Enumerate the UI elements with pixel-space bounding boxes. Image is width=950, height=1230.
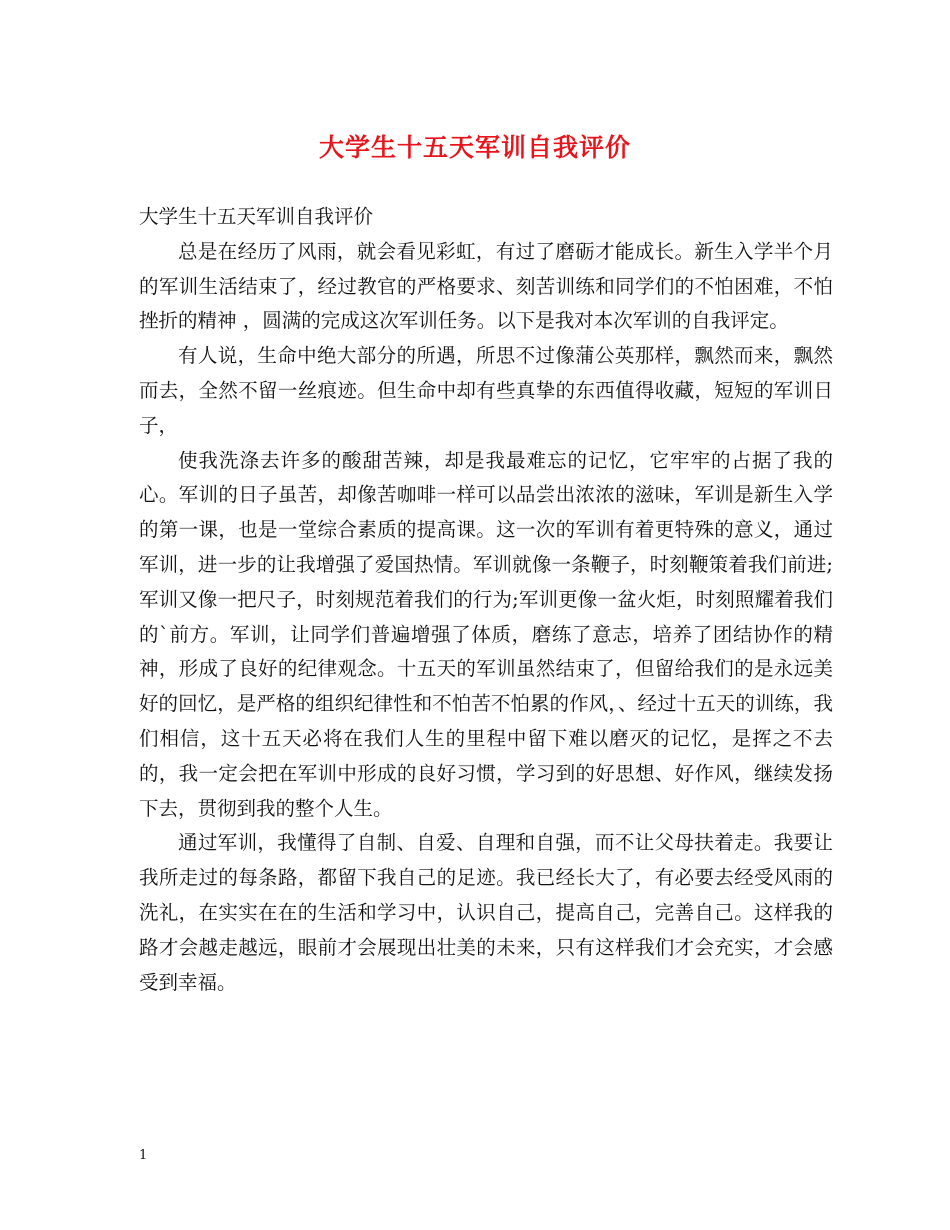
document-title: 大学生十五天军训自我评价 [318, 133, 631, 162]
document-body [139, 200, 833, 1000]
body-paragraph-2: 有人说，生命中绝大部分的所遇，所思不过像蒲公英那样，飘然而来，飘然而去，全然不留一丝痕迹。但生命中却有些真挚的东西值得收藏，短短的军训日子， [139, 344, 833, 437]
body-subtitle: 大学生十五天军训自我评价 [139, 205, 374, 228]
body-paragraph-1: 总是在经历了风雨，就会看见彩虹，有过了磨砺才能成长。新生入学半个月的军训生活结束了，经过教官的严格要求、刻苦训练和同学们的不怕困难，不怕挫折的精神 ，圆满的完成这次军训任务。以下是我对本次军训的自我评定。 [139, 239, 833, 333]
body-paragraph-3: 使我洗涤去许多的酸甜苦辣，却是我最难忘的记忆，它牢牢的占据了我的心。军训的日子虽苦，却像苦咖啡一样可以品尝出浓浓的滋味，军训是新生入学的第一课，也是一堂综合素质的提高课。这一次的军训有着更特殊的意义，通过军训，进一步的让我增强了爱国热情。军训就像一条鞭子，时刻鞭策着我们前进;军训又像一把尺子，时刻规范着我们的行为;军训更像一盆火炬，时刻照耀着我们的`前方。军训，让同学们普遍增强了体质，磨练了意志，培养了团结协作的精神，形成了良好的纪律观念。十五天的军训虽然结束了，但留给我们的是永远美好的回忆，是严格的组织纪律性和不怕苦不怕累的作风，、经过十五天的训练，我们相信，这十五天必将在我们人生的里程中留下难以磨灭的记忆，是挥之不去的，我一定会把在军训中形成的良好习惯，学习到的好思想、好作风，继续发扬下去，贯彻到我的整个人生。 [139, 448, 833, 820]
page-number: 1 [139, 1148, 148, 1163]
body-paragraph-4: 通过军训，我懂得了自制、自爱、自理和自强，而不让父母扶着走。我要让我所走过的每条路，都留下我自己的足迹。我已经长大了，有必要去经受风雨的洗礼，在实实在在的生活和学习中，认识自己，提高自己，完善自己。这样我的路才会越走越远，眼前才会展现出壮美的未来，只有这样我们才会充实，才会感受到幸福。 [139, 831, 833, 994]
